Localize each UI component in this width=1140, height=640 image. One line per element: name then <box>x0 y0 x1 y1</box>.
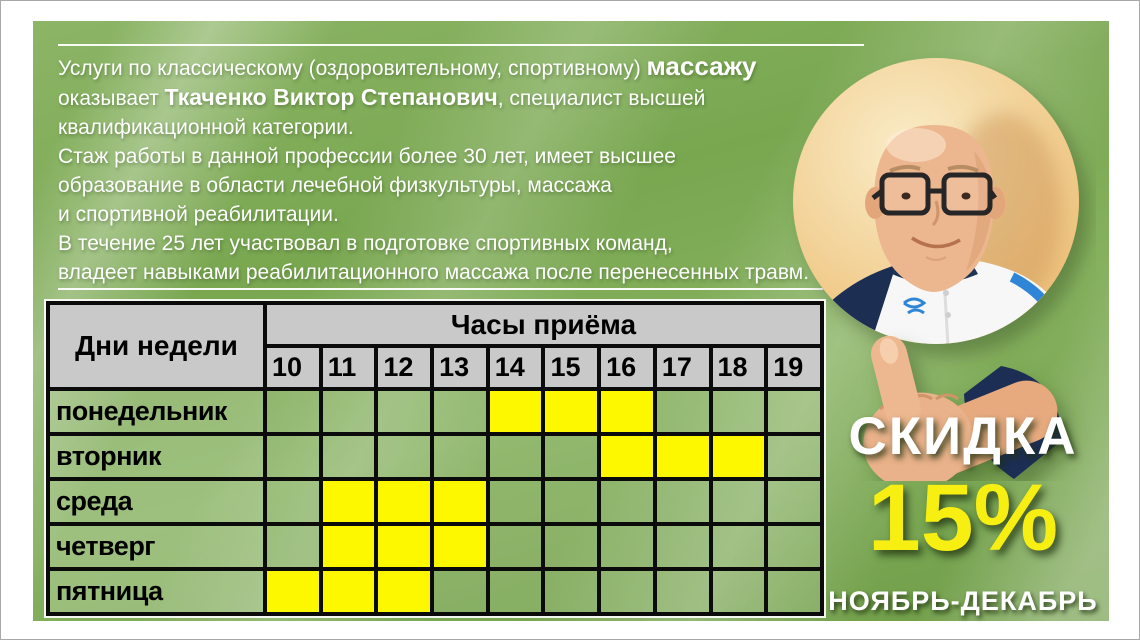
discount-title: СКИДКА <box>848 407 1078 466</box>
schedule-row-понедельник <box>48 389 822 434</box>
slot-вторник-14 <box>488 434 544 479</box>
slot-вторник-12 <box>376 434 432 479</box>
slot-четверг-18 <box>711 524 767 569</box>
slot-четверг-14 <box>488 524 544 569</box>
promo-period: НОЯБРЬ-ДЕКАБРЬ <box>828 586 1098 616</box>
slot-среда-18 <box>711 479 767 524</box>
hour-14: 14 <box>488 346 544 389</box>
slot-среда-14 <box>488 479 544 524</box>
eye <box>902 193 911 200</box>
slot-понедельник-17 <box>655 389 711 434</box>
slot-вторник-17 <box>655 434 711 479</box>
head-highlight <box>886 128 946 162</box>
slot-вторник-16 <box>599 434 655 479</box>
day-label: среда <box>48 479 265 524</box>
intro-line: образование в области лечебной физкультуры, массажа <box>58 174 612 197</box>
slot-понедельник-16 <box>599 389 655 434</box>
slot-пятница-11 <box>321 569 377 614</box>
intro-line: квалификационной категории. <box>58 116 354 139</box>
intro-line: оказывает Ткаченко Виктор Степанович, специалист высшей <box>58 84 706 110</box>
slot-понедельник-12 <box>376 389 432 434</box>
schedule-row-среда <box>48 479 822 524</box>
intro-line: Услуги по классическому (оздоровительному, спортивному) массажу <box>58 51 757 81</box>
bottom-divider <box>58 288 823 290</box>
slot-четверг-16 <box>599 524 655 569</box>
top-divider <box>58 44 864 46</box>
slot-понедельник-11 <box>321 389 377 434</box>
slot-вторник-10 <box>265 434 321 479</box>
slot-понедельник-18 <box>711 389 767 434</box>
slot-пятница-16 <box>599 569 655 614</box>
slot-пятница-17 <box>655 569 711 614</box>
day-label: четверг <box>48 524 265 569</box>
hour-12: 12 <box>376 346 432 389</box>
slot-вторник-11 <box>321 434 377 479</box>
slot-четверг-10 <box>265 524 321 569</box>
polo-button <box>945 312 951 318</box>
flyer-card <box>33 21 1109 621</box>
days-header: Дни недели <box>48 303 265 389</box>
schedule-row-вторник <box>48 434 822 479</box>
slot-пятница-12 <box>376 569 432 614</box>
day-label: понедельник <box>48 389 265 434</box>
polo-button <box>943 290 949 296</box>
slot-четверг-15 <box>543 524 599 569</box>
slot-понедельник-15 <box>543 389 599 434</box>
schedule-table <box>46 301 824 616</box>
slot-среда-10 <box>265 479 321 524</box>
hour-19: 19 <box>766 346 822 389</box>
slot-пятница-14 <box>488 569 544 614</box>
slot-вторник-15 <box>543 434 599 479</box>
slot-пятница-10 <box>265 569 321 614</box>
slot-вторник-18 <box>711 434 767 479</box>
day-label: вторник <box>48 434 265 479</box>
discount-value: 15% <box>867 465 1059 571</box>
eye <box>962 193 971 200</box>
schedule-row-четверг <box>48 524 822 569</box>
slot-пятница-15 <box>543 569 599 614</box>
slot-четверг-17 <box>655 524 711 569</box>
intro-text <box>58 52 828 287</box>
hours-header: Часы приёма <box>265 303 822 346</box>
slot-пятница-18 <box>711 569 767 614</box>
hour-10: 10 <box>265 346 321 389</box>
polo-sleeve-band <box>1046 303 1072 349</box>
slot-понедельник-14 <box>488 389 544 434</box>
hour-13: 13 <box>432 346 488 389</box>
slot-среда-12 <box>376 479 432 524</box>
intro-line: Стаж работы в данной профессии более 30 лет, имеет высшее <box>58 145 676 168</box>
slot-среда-15 <box>543 479 599 524</box>
slot-понедельник-13 <box>432 389 488 434</box>
slot-четверг-12 <box>376 524 432 569</box>
hour-17: 17 <box>655 346 711 389</box>
slot-среда-11 <box>321 479 377 524</box>
hour-18: 18 <box>711 346 767 389</box>
hour-11: 11 <box>321 346 377 389</box>
slot-понедельник-10 <box>265 389 321 434</box>
hour-15: 15 <box>543 346 599 389</box>
intro-line: владеет навыками реабилитационного массажа после перенесенных травм. <box>58 261 810 284</box>
schedule-row-пятница <box>48 569 822 614</box>
slot-среда-13 <box>432 479 488 524</box>
slot-четверг-11 <box>321 524 377 569</box>
slot-среда-17 <box>655 479 711 524</box>
intro-line: и спортивной реабилитации. <box>58 203 339 226</box>
hour-16: 16 <box>599 346 655 389</box>
intro-line: В течение 25 лет участвовал в подготовке спортивных команд, <box>58 232 673 255</box>
day-label: пятница <box>48 569 265 614</box>
slot-пятница-13 <box>432 569 488 614</box>
slot-среда-16 <box>599 479 655 524</box>
slot-четверг-13 <box>432 524 488 569</box>
promo-block <box>813 406 1113 617</box>
slot-вторник-13 <box>432 434 488 479</box>
